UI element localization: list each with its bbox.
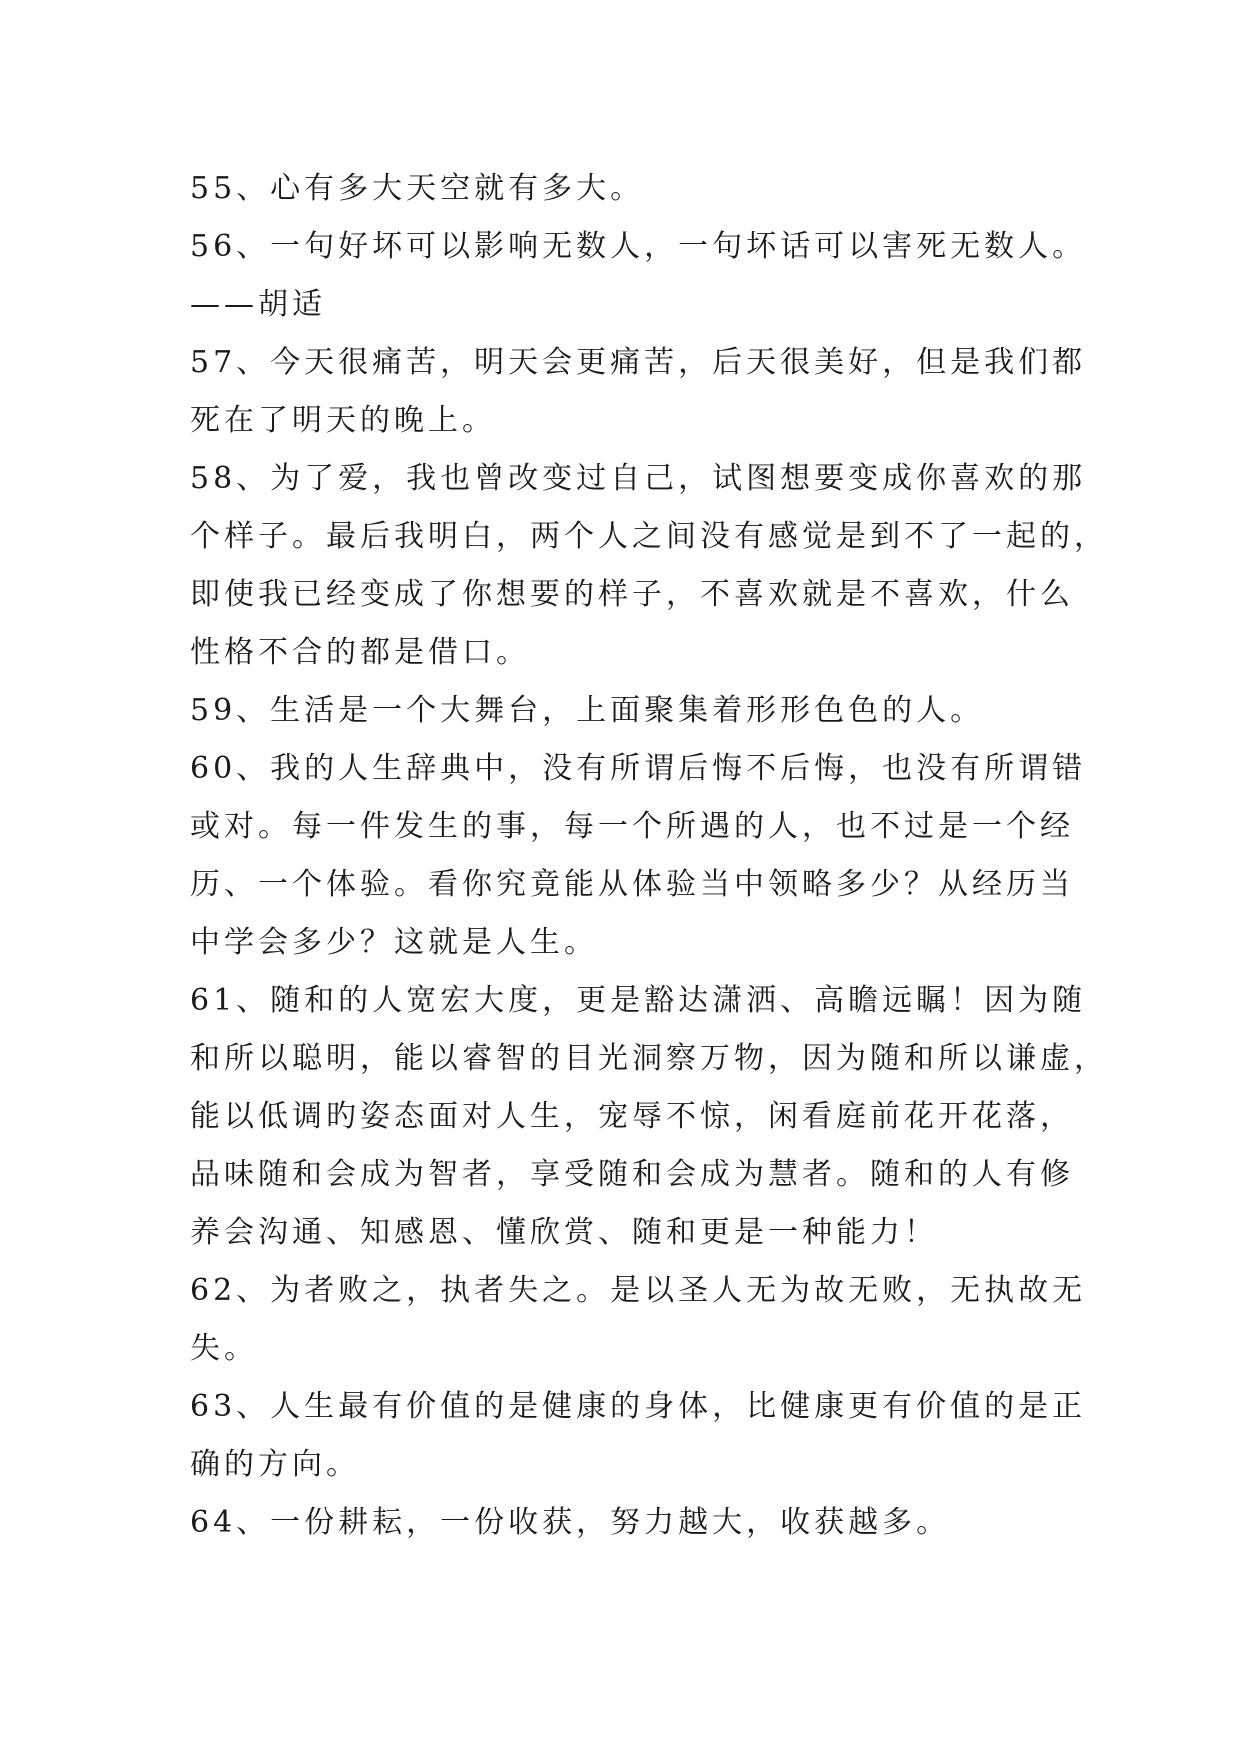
text-line: 能以低调旳姿态面对人生，宠辱不惊，闲看庭前花开花落，	[190, 1099, 1074, 1134]
text-line: 55、心有多大天空就有多大。	[190, 171, 645, 206]
text-line: 63、人生最有价值的是健康的身体，比健康更有价值的是正	[190, 1389, 1087, 1424]
text-line: 或对。每一件发生的事，每一个所遇的人，也不过是一个经	[190, 809, 1074, 844]
text-line: ——胡适	[190, 287, 326, 322]
text-line: 中学会多少？这就是人生。	[190, 925, 598, 960]
text-line: 61、随和的人宽宏大度，更是豁达潇洒、高瞻远瞩！因为随	[190, 983, 1087, 1018]
text-line: 57、今天很痛苦，明天会更痛苦，后天很美好，但是我们都	[190, 345, 1087, 380]
text-line: 失。	[190, 1331, 258, 1366]
text-line: 个样子。最后我明白，两个人之间没有感觉是到不了一起的，	[190, 519, 1108, 554]
text-line: 养会沟通、知感恩、懂欣赏、随和更是一种能力！	[190, 1215, 938, 1250]
text-line: 性格不合的都是借口。	[190, 635, 530, 670]
text-line: 和所以聪明，能以睿智的目光洞察万物，因为随和所以谦虚，	[190, 1041, 1108, 1076]
text-line: 56、一句好坏可以影响无数人，一句坏话可以害死无数人。	[190, 229, 1087, 264]
text-line: 死在了明天的晚上。	[190, 403, 496, 438]
text-line: 58、为了爱，我也曾改变过自己，试图想要变成你喜欢的那	[190, 461, 1087, 496]
text-line: 64、一份耕耘，一份收获，努力越大，收获越多。	[190, 1505, 951, 1540]
text-line: 历、一个体验。看你究竟能从体验当中领略多少？从经历当	[190, 867, 1074, 902]
text-line: 60、我的人生辞典中，没有所谓后悔不后悔，也没有所谓错	[190, 751, 1087, 786]
text-line: 即使我已经变成了你想要的样子，不喜欢就是不喜欢，什么	[190, 577, 1074, 612]
text-line: 品味随和会成为智者，享受随和会成为慧者。随和的人有修	[190, 1157, 1074, 1192]
text-line: 59、生活是一个大舞台，上面聚集着形形色色的人。	[190, 693, 985, 728]
text-line: 62、为者败之，执者失之。是以圣人无为故无败，无执故无	[190, 1273, 1087, 1308]
document-body	[190, 160, 1108, 1552]
text-line: 确的方向。	[190, 1447, 360, 1482]
